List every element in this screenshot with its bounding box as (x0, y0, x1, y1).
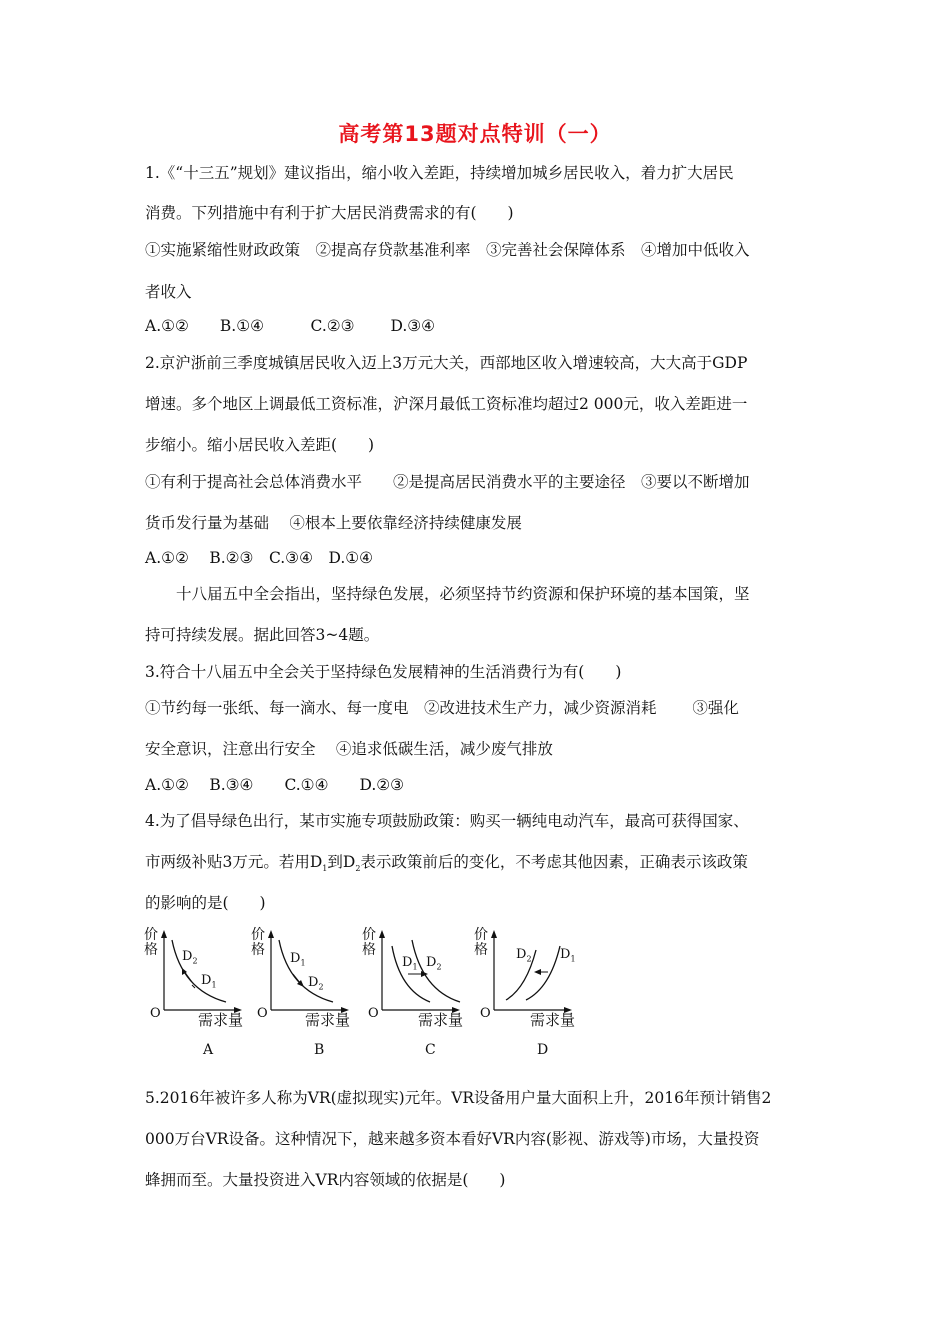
q2-line-3: 步缩小。缩小居民收入差距( ) (145, 436, 375, 454)
q1-line-2: 消费。下列措施中有利于扩大居民消费需求的有( ) (145, 204, 514, 222)
graph-d-letter: D (537, 1042, 549, 1058)
q5-line-2: 000万台VR设备。这种情况下，越来越多资本看好VR内容(影视、游戏等)市场，大量投资 (145, 1130, 760, 1148)
graph-a-svg (146, 928, 258, 1062)
graph-d-y-label: 价格 (474, 927, 488, 958)
q4-line-2: 市两级补贴3万元。若用$D_1$到$D_2$表示政策前后的变化，不考虑其他因素，正确表示该政策 (145, 853, 748, 874)
q5-line-1: 5.2016年被许多人称为VR(虚拟现实)元年。VR设备用户量大面积上升，2016年预计销售2 (145, 1089, 772, 1107)
graph-d-curve-d1: $D_1$ (560, 947, 576, 964)
q4-line-1: 4.为了倡导绿色出行，某市实施专项鼓励政策：购买一辆纯电动汽车，最高可获得国家、 (145, 812, 749, 830)
q3-options-line-1: ①节约每一张纸、每一滴水、每一度电 ②改进技术生产力，减少资源消耗 ③强化 (145, 699, 739, 717)
page-title: 高考第13题对点特训（一） (338, 122, 612, 146)
graph-b-x-label: 需求量 (305, 1011, 351, 1029)
graph-c-origin: O (368, 1006, 379, 1021)
q3-line-1: 3.符合十八届五中全会关于坚持绿色发展精神的生活消费行为有( ) (145, 663, 622, 681)
q3-choices: A.①② B.③④ C.①④ D.②③ (145, 776, 405, 794)
q1-line-1: 1.《“十三五”规划》建议指出，缩小收入差距，持续增加城乡居民收入，着力扩大居民 (145, 164, 734, 182)
q2-choices: A.①② B.②③ C.③④ D.①④ (145, 549, 374, 567)
graph-c-curve-d1: $D_1$ (402, 955, 418, 972)
graph-d-curve-d2: $D_2$ (516, 947, 532, 964)
graph-b-letter: B (314, 1042, 325, 1058)
q1-options-line-1: ①实施紧缩性财政政策 ②提高存贷款基准利率 ③完善社会保障体系 ④增加中低收入 (145, 241, 750, 259)
graph-b-origin: O (257, 1006, 268, 1021)
q1-choices: A.①② B.①④ C.②③ D.③④ (145, 317, 436, 335)
q1-options-line-2: 者收入 (145, 283, 192, 301)
graph-a-origin: O (150, 1006, 161, 1021)
passage-line-2: 持可持续发展。据此回答3~4题。 (145, 626, 380, 644)
graph-a-x-label: 需求量 (198, 1011, 244, 1029)
graph-a-curve-d2: $D_2$ (182, 949, 198, 966)
passage-line-1: 十八届五中全会指出，坚持绿色发展，必须坚持节约资源和保护环境的基本国策，坚 (145, 585, 750, 603)
graph-c-letter: C (425, 1042, 436, 1058)
q5-line-3: 蜂拥而至。大量投资进入VR内容领域的依据是( ) (145, 1171, 506, 1189)
graph-b-curve-d1: $D_1$ (290, 951, 306, 968)
graph-d-x-label: 需求量 (530, 1011, 576, 1029)
q2-options-line-1: ①有利于提高社会总体消费水平 ②是提高居民消费水平的主要途径 ③要以不断增加 (145, 473, 750, 491)
graph-a-letter: A (203, 1042, 214, 1058)
graph-b-curve-d2: $D_2$ (308, 975, 324, 992)
q2-line-1: 2.京沪浙前三季度城镇居民收入迈上3万元大关，西部地区收入增速较高，大大高于GDP (145, 354, 748, 372)
graph-b-y-label: 价格 (251, 927, 265, 958)
q2-line-2: 增速。多个地区上调最低工资标准，沪深月最低工资标准均超过2 000元，收入差距进一 (145, 395, 748, 413)
graph-b-svg (253, 928, 365, 1062)
q2-options-line-2: 货币发行量为基础 ④根本上要依靠经济持续健康发展 (145, 514, 522, 532)
graph-c-svg (364, 928, 476, 1062)
graph-b (253, 928, 365, 1062)
q4-line-3: 的影响的是( ) (145, 894, 266, 912)
graph-a-y-label: 价格 (144, 927, 158, 958)
graph-a (146, 928, 258, 1062)
graph-c-x-label: 需求量 (418, 1011, 464, 1029)
graph-c (364, 928, 476, 1062)
graph-a-curve-d1: $D_1$ (201, 973, 217, 990)
q3-options-line-2: 安全意识，注意出行安全 ④追求低碳生活，减少废气排放 (145, 740, 553, 758)
graph-c-y-label: 价格 (362, 927, 376, 958)
graph-d (476, 928, 588, 1062)
graph-d-origin: O (480, 1006, 491, 1021)
graph-c-curve-d2: $D_2$ (426, 955, 442, 972)
